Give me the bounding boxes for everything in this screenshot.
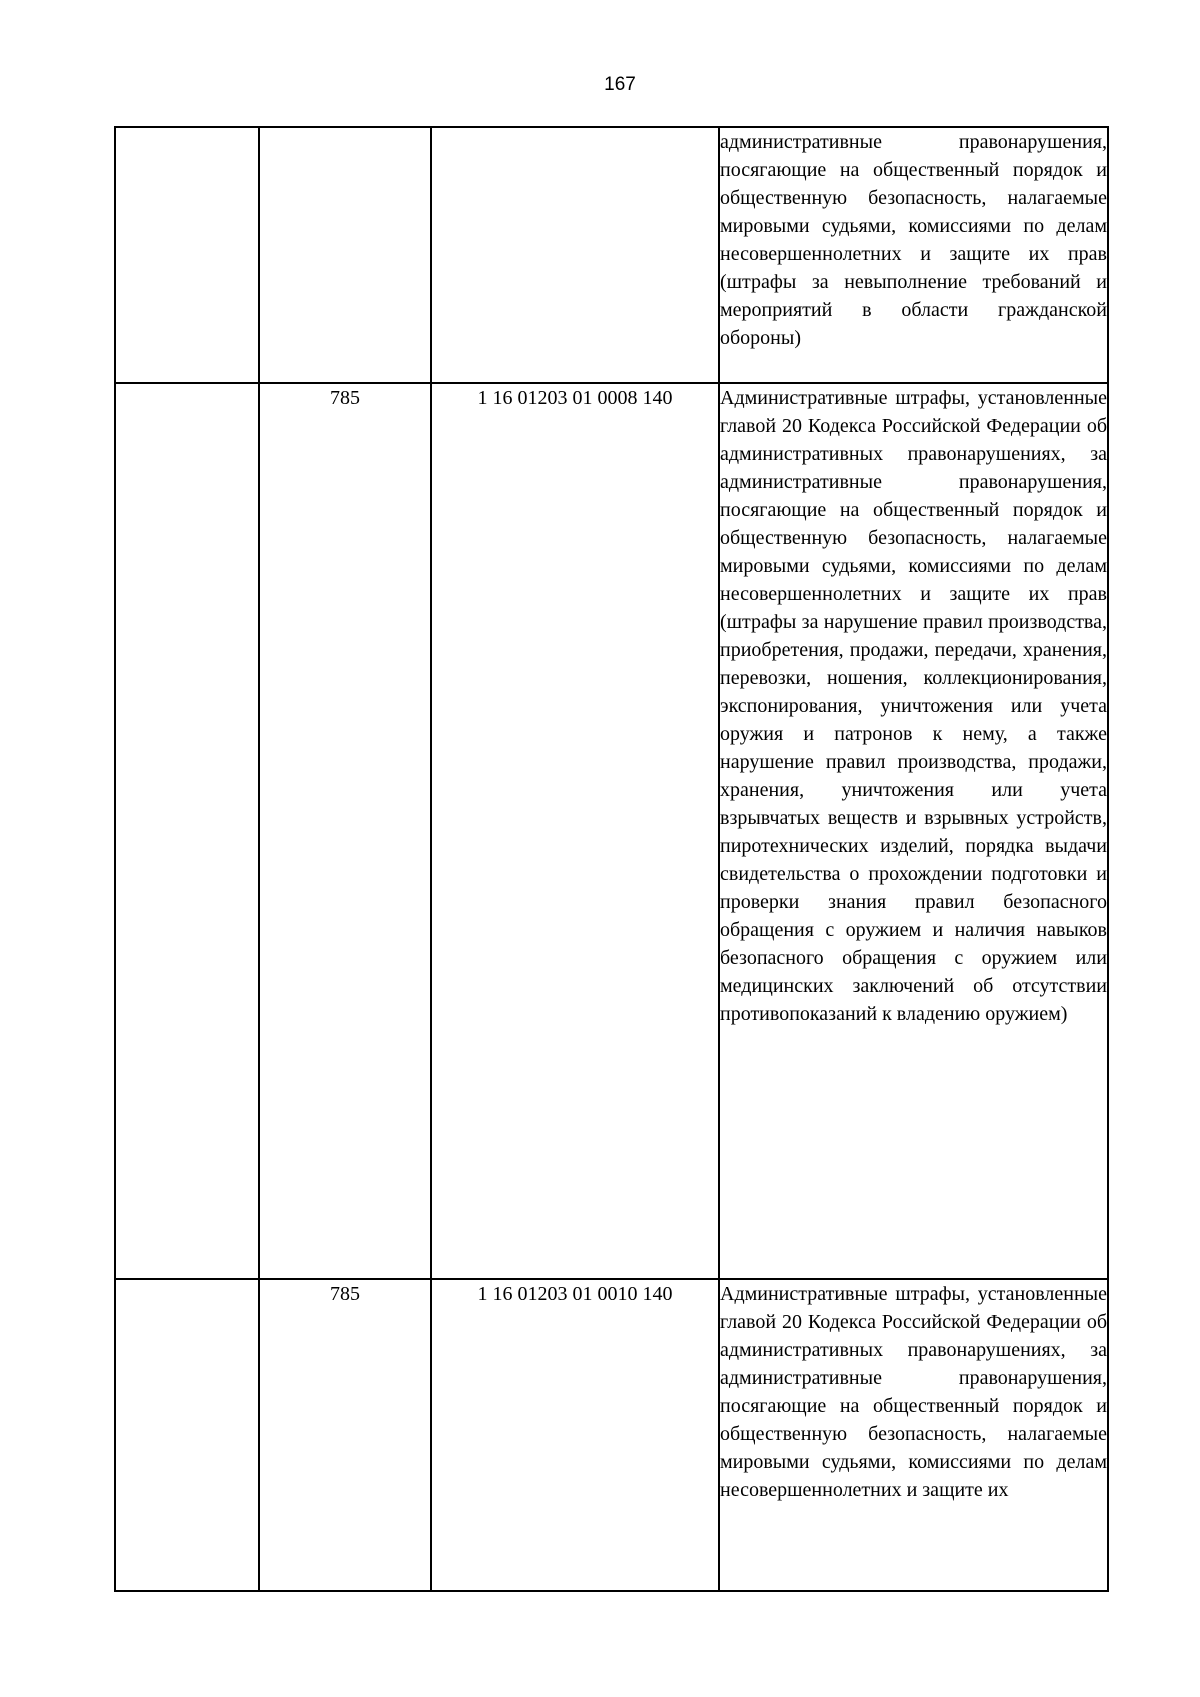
admin-code-cell: 785 [259, 383, 431, 1279]
table-row [115, 1279, 1108, 1591]
budget-code-cell: 1 16 01203 01 0008 140 [431, 383, 719, 1279]
table-row [115, 383, 1108, 1279]
description-cell: административные правонарушения, посягающие на общественный порядок и общественную безопасность, налагаемые мировыми судьями, комиссиями по делам несовершеннолетних и защите их прав (штрафы за невыполнение требований и мероприятий в области гражданской обороны) [719, 127, 1108, 383]
description-cell: Административные штрафы, установленные главой 20 Кодекса Российской Федерации об административных правонарушениях, за административные правонарушения, посягающие на общественный порядок и общественную безопасность, налагаемые мировыми судьями, комиссиями по делам несовершеннолетних и защите их прав (штрафы за нарушение правил производства, приобретения, продажи, передачи, хранения, перевозки, ношения, коллекционирования, экспонирования, уничтожения или учета оружия и патронов к нему, а также нарушение правил производства, продажи, хранения, уничтожения или учета взрывчатых веществ и взрывных устройств, пиротехнических изделий, порядка выдачи свидетельства о прохождении подготовки и проверки знания правил безопасного обращения с оружием и наличия навыков безопасного обращения с оружием или медицинских заключений об отсутствии противопоказаний к владению оружием) [719, 383, 1108, 1279]
budget-code-cell: 1 16 01203 01 0010 140 [431, 1279, 719, 1591]
page-number: 167 [604, 74, 636, 95]
admin-code-cell [259, 127, 431, 383]
empty-cell [115, 383, 259, 1279]
empty-cell [115, 1279, 259, 1591]
budget-code-cell [431, 127, 719, 383]
description-cell: Административные штрафы, установленные главой 20 Кодекса Российской Федерации об административных правонарушениях, за административные правонарушения, посягающие на общественный порядок и общественную безопасность, налагаемые мировыми судьями, комиссиями по делам несовершеннолетних и защите их [719, 1279, 1108, 1591]
empty-cell [115, 127, 259, 383]
table-row [115, 127, 1108, 383]
admin-code-cell: 785 [259, 1279, 431, 1591]
budget-codes-table [114, 126, 1109, 1592]
